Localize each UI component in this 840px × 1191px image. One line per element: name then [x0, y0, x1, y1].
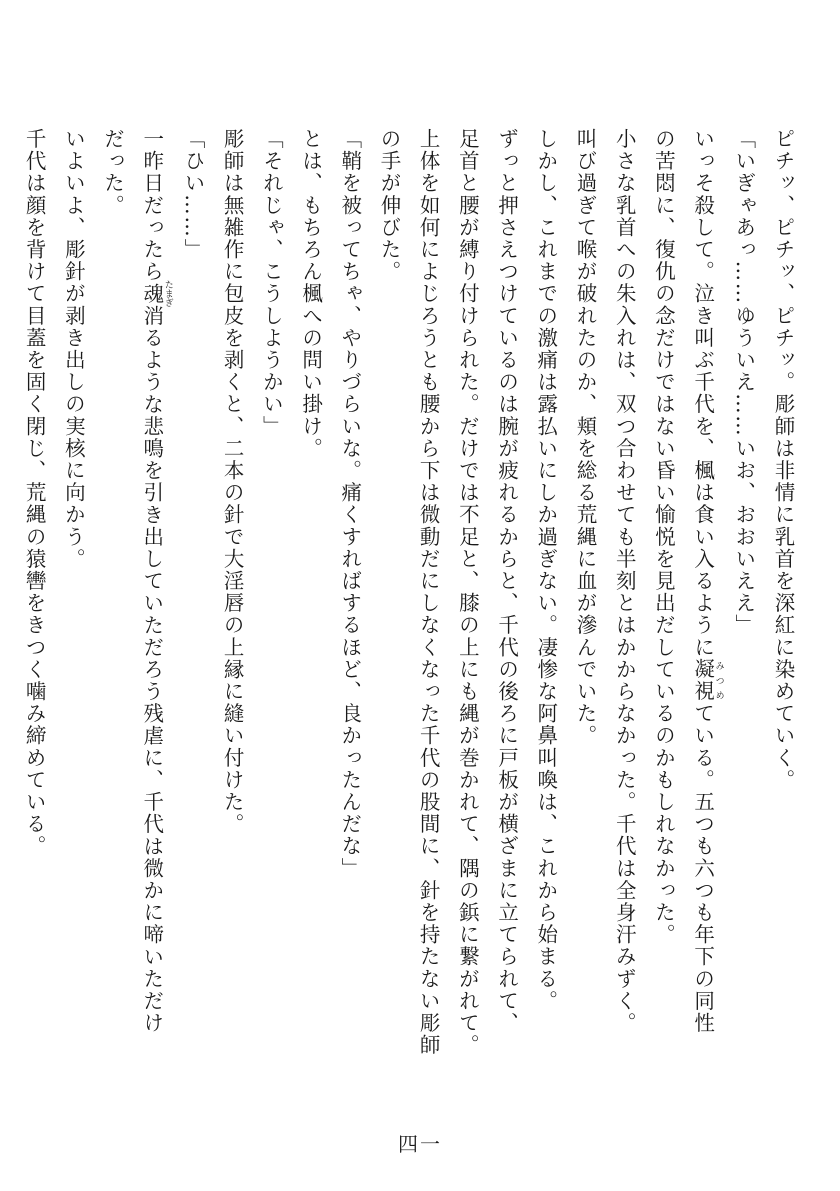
- text-line: 「いぎゃあっ……ゆういえ……いお、おおいええ」: [731, 128, 756, 637]
- text-line: ピチッ、ピチッ、ピチッ。彫師は非情に乳首を深紅に染めていく。: [771, 128, 795, 791]
- vertical-text-body: [22, 128, 802, 1057]
- text-segment: いっそ殺して。泣き叫ぶ千代を、楓は食い入るように: [690, 128, 715, 659]
- ruby-reading: みつめ: [713, 658, 724, 703]
- text-line: 「鞘を被ってちゃ、やりづらいな。痛くすればするほど、良かったんだな」: [337, 128, 362, 880]
- ruby-base: 魂: [139, 280, 164, 308]
- text-line: 「それじゃ、こうしようかい」: [259, 128, 284, 438]
- text-line: 「ひい……」: [180, 128, 205, 261]
- text-segment: 消るような悲鳴を引き出していただろう残虐に、千代は微かに啼いただけ: [139, 304, 164, 1035]
- text-line: 千代は顔を背けて目蓋を固く閉じ、荒縄の猿轡をきつく噛み締めている。: [22, 128, 47, 858]
- ruby-reading: たまぎ: [162, 280, 173, 308]
- ruby-annotation: [690, 658, 724, 703]
- text-segment: 一昨日だったら: [139, 128, 164, 283]
- text-line: しかし、これまでの激痛は露払いにしか過ぎない。凄惨な阿鼻叫喚は、これから始まる。: [533, 128, 558, 1012]
- text-line-with-ruby: [682, 128, 724, 1035]
- text-line: とは、もちろん楓への問い掛け。: [298, 128, 323, 460]
- text-line: 叫び過ぎて喉が破れたのか、頬を総る荒縄に血が滲んでいた。: [572, 128, 597, 747]
- text-line: いよいよ、彫針が剥き出しの実核に向かう。: [61, 128, 86, 570]
- ruby-annotation: [139, 280, 173, 308]
- text-line: 彫師は無雑作に包皮を剥くと、二本の針で大淫唇の上縁に縫い付けた。: [220, 128, 245, 836]
- text-line: の苦悶に、復仇の念だけではない昏い愉悦を見出だしているのかもしれなかった。: [651, 128, 676, 946]
- text-line: 足首と腰が縛り付けられた。だけでは不足と、膝の上にも縄が巻かれて、隅の鋲に繋がれて。: [455, 128, 480, 1057]
- page-number: 四一: [398, 1132, 442, 1156]
- text-line: だった。: [100, 128, 125, 217]
- text-line: 上体を如何によじろうとも腰から下は微動だにしなくなった千代の股間に、針を持たない彫師: [416, 128, 441, 1057]
- ruby-base: 凝視: [690, 658, 715, 703]
- text-line: の手が伸びた。: [376, 128, 401, 283]
- text-line: ずっと押さえつけているのは腕が疲れるからと、千代の後ろに戸板が横ざまに立てられて、: [494, 128, 519, 1035]
- text-line: 小さな乳首への朱入れは、双つ合わせても半刻とはかからなかった。千代は全身汗みずく。: [612, 128, 637, 1035]
- text-line-with-ruby: [132, 128, 173, 1035]
- text-segment: ている。五つも六つも年下の同性: [690, 702, 715, 1035]
